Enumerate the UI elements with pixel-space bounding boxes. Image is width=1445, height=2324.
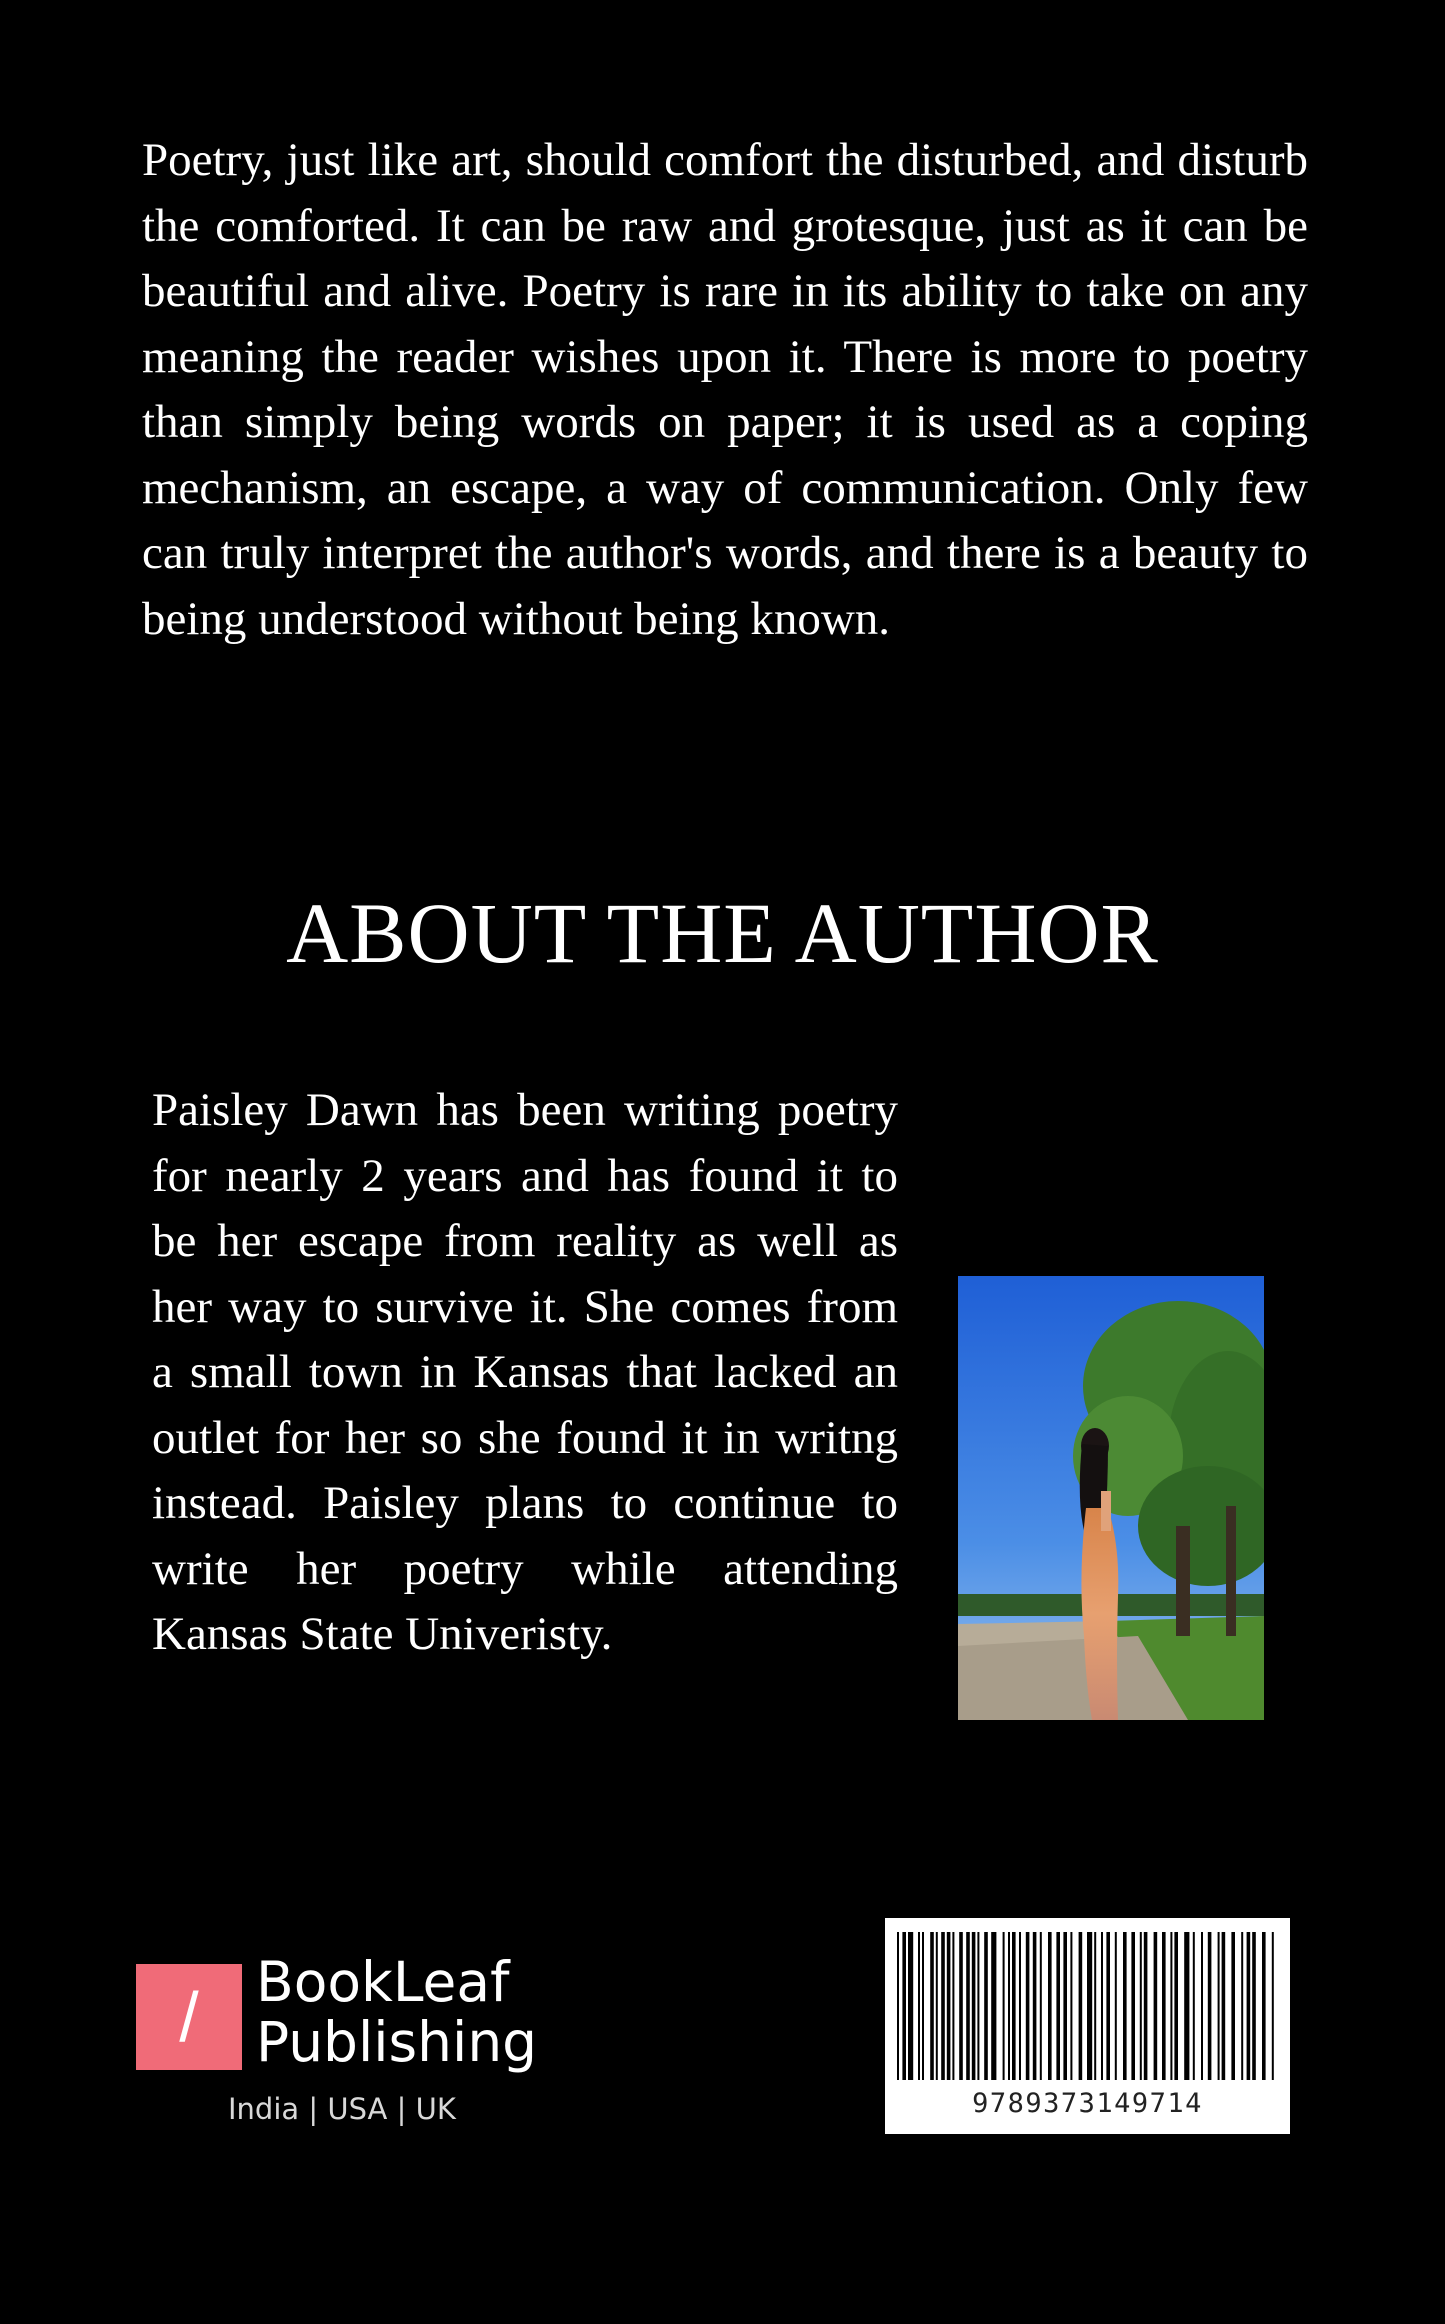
barcode-bar	[1056, 1932, 1060, 2080]
barcode-bar	[1040, 1932, 1042, 2080]
isbn-number: 9789373149714	[972, 2088, 1203, 2119]
barcode-bar	[1033, 1932, 1037, 2080]
barcode-bar	[918, 1932, 920, 2080]
publisher-name-line1: BookLeaf	[256, 1950, 510, 2014]
publisher-name	[256, 1952, 537, 2072]
barcode-bar	[1208, 1932, 1212, 2080]
publisher-logo-icon	[136, 1964, 242, 2070]
about-author-heading: ABOUT THE AUTHOR	[286, 885, 1159, 981]
barcode-bar	[1079, 1932, 1083, 2080]
publisher-regions: India | USA | UK	[228, 2092, 456, 2126]
barcode-bar	[908, 1932, 913, 2080]
barcode-bar	[1231, 1932, 1235, 2080]
barcode-bar	[1131, 1932, 1135, 2080]
back-cover-blurb: Poetry, just like art, should comfort the disturbed, and disturb the comforted. It can be raw and grotesque, just as it can be beautiful and alive. Poetry is rare in its ability to take on any meaning the reader wishes upon it. There is more to poetry than simply being words on paper; it is used as a coping mechanism, an escape, a way of communication. Only few can truly interpret the author's words, and there is a beauty to being understood without being known.	[142, 134, 1308, 645]
barcode-bar	[897, 1932, 899, 2080]
barcode-bar	[1193, 1932, 1195, 2080]
barcode-bar	[1048, 1932, 1052, 2080]
barcode-bar	[1262, 1932, 1266, 2080]
author-bio: Paisley Dawn has been writing poetry for nearly 2 years and has found it to be her escape from reality as well as her way to survive it. She comes from a small town in Kansas that lacked an outlet for her so she found it in writng instead. Paisley plans to continue to write her poetry while attending Kansas State Univeristy.	[152, 1084, 898, 1660]
author-photo	[958, 1276, 1264, 1720]
barcode-bar	[902, 1932, 906, 2080]
isbn-barcode	[885, 1918, 1290, 2134]
publisher-name-line2: Publishing	[256, 2010, 538, 2074]
author-photo-image	[958, 1276, 1264, 1720]
barcode-bar	[1170, 1932, 1172, 2080]
barcode-bar	[1144, 1932, 1148, 2080]
barcode-bar	[1154, 1932, 1158, 2080]
barcode-bar	[959, 1932, 963, 2080]
barcode-bar	[1070, 1932, 1072, 2080]
barcode-bar	[930, 1932, 934, 2080]
barcode-bar	[1019, 1932, 1021, 2080]
publisher-block	[136, 1950, 556, 2140]
barcode-bar	[1115, 1932, 1117, 2080]
barcode-bar	[1162, 1932, 1166, 2080]
barcode-bar	[1026, 1932, 1030, 2080]
barcode-bar	[952, 1932, 954, 2080]
publisher-logo-mark: /	[179, 1978, 199, 2056]
barcode-bar	[1174, 1932, 1178, 2080]
barcode-bar	[941, 1932, 945, 2080]
barcode-bar	[1140, 1932, 1142, 2080]
barcode-bar	[1123, 1932, 1127, 2080]
barcode-bar	[991, 1932, 996, 2080]
barcode-bar	[1101, 1932, 1103, 2080]
barcode-bar	[1008, 1932, 1010, 2080]
barcode-bar	[1241, 1932, 1243, 2080]
barcode-bar	[1094, 1932, 1096, 2080]
barcode-bar	[1087, 1932, 1092, 2080]
barcode-bar	[972, 1932, 976, 2080]
barcode-bar	[1272, 1932, 1274, 2080]
barcode-bar	[984, 1932, 988, 2080]
barcode-bar	[1218, 1932, 1220, 2080]
barcode-bar	[1106, 1932, 1110, 2080]
barcode-bar	[1252, 1932, 1256, 2080]
barcode-bar	[1247, 1932, 1251, 2080]
barcode-bar	[977, 1932, 979, 2080]
barcode-bar	[936, 1932, 938, 2080]
barcode-bar	[1184, 1932, 1189, 2080]
barcode-bar	[947, 1932, 951, 2080]
barcode-bar	[922, 1932, 924, 2080]
barcode-bar	[1201, 1932, 1203, 2080]
barcode-bar	[966, 1932, 970, 2080]
barcode-bar	[1012, 1932, 1016, 2080]
barcode-bar	[1003, 1932, 1005, 2080]
barcode-bar	[1063, 1932, 1067, 2080]
barcode-bar	[1222, 1932, 1226, 2080]
